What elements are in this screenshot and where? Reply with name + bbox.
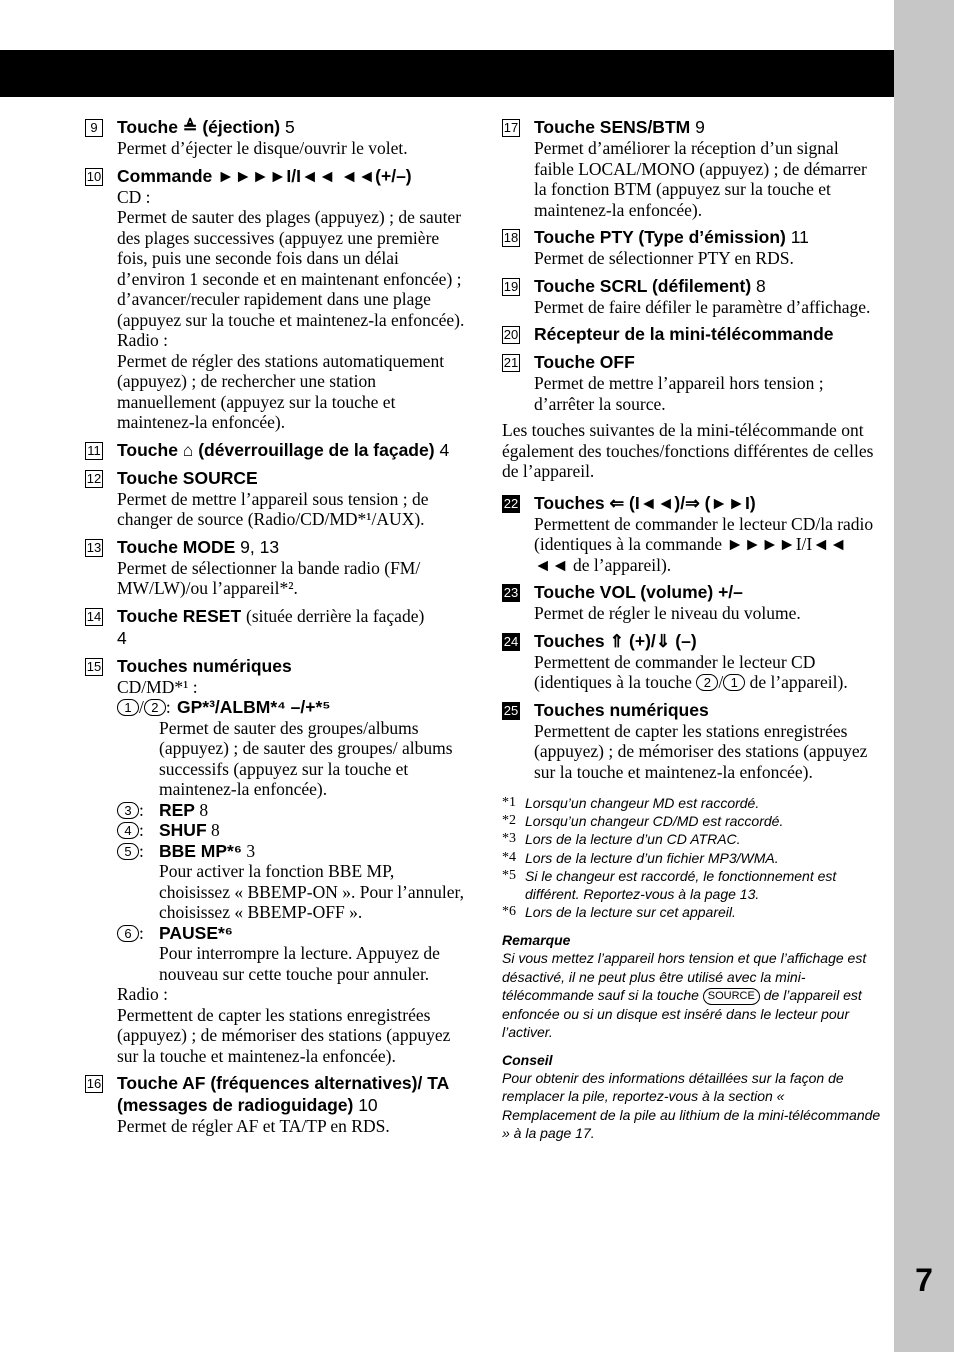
item-number: 17 xyxy=(503,120,519,135)
key-2-icon: 2 xyxy=(144,699,166,716)
item-number: 22 xyxy=(503,495,519,511)
item-13 xyxy=(85,536,465,599)
key-1-icon: 1 xyxy=(723,674,745,691)
item-text-cd: Permet de sauter des plages (appuyez) ; de sauter des plages successives (appuyez une première fois, puis une seconde fois dans un délai d’environ 1 seconde et en maintenant enfoncée) ; d’avancer/reculer rapidement dans une plage (appuyez sur la touche et maintenez-la enfoncée). xyxy=(117,207,465,330)
item-number: 24 xyxy=(503,633,519,649)
item-number: 19 xyxy=(503,278,519,294)
right-column xyxy=(502,116,882,1142)
item-24 xyxy=(502,630,882,693)
sub-text: Pour interrompre la lecture. Appuyez de nouveau sur cette touche pour annuler. xyxy=(159,943,440,984)
radio-label: Radio : xyxy=(117,984,169,1004)
item-title: Touche VOL (volume) +/– xyxy=(534,582,743,602)
item-18 xyxy=(502,226,882,269)
item-title: Touche SENS/BTM 9 xyxy=(534,117,705,137)
item-number: 14 xyxy=(86,608,102,624)
item-number: 25 xyxy=(503,702,519,718)
item-number: 9 xyxy=(85,119,103,137)
item-title: Touches numériques xyxy=(117,655,292,676)
item-number: 13 xyxy=(86,539,102,555)
item-text: Permettent de commander le lecteur CD (identiques à la touche 2 / 1 de l’appareil). xyxy=(534,651,848,692)
item-text-radio-label: Radio : xyxy=(117,330,169,350)
sub-item-3: 3 : REP 8 xyxy=(117,800,465,821)
item-10 xyxy=(85,165,465,433)
item-title: Touches ⇐ (I◄◄)/⇒ (►►I) xyxy=(534,492,756,513)
item-text: Permettent de commander le lecteur CD/la radio (identiques à la commande ►►►►I/I◄◄ ◄◄ de l’appareil). xyxy=(534,513,874,575)
key-5-icon: 5 xyxy=(117,843,139,860)
key-1-icon: 1 xyxy=(117,699,139,716)
item-title: Récepteur de la mini-télécommande xyxy=(534,324,834,344)
item-title: Touche MODE 9, 13 xyxy=(117,536,280,557)
item-title: Commande ►►►►I/I◄◄ ◄◄(+/–) xyxy=(117,165,412,186)
footnotes xyxy=(502,794,882,921)
item-number: 18 xyxy=(503,230,519,245)
sub-text: Pour activer la fonction BBE MP, choisissez « BBEMP-ON ». Pour l’annuler, choisissez « BBEMP-OFF ». xyxy=(159,861,465,922)
item-text: Permet de mettre l’appareil sous tension ; de changer de source (Radio/CD/MD*¹/AUX). xyxy=(117,488,429,529)
sub-label: BBE MP*⁶ xyxy=(159,840,242,861)
sub-label: REP xyxy=(159,799,195,820)
item-number: 15 xyxy=(86,658,102,674)
conseil-title: Conseil xyxy=(502,1052,553,1069)
item-text: Permet de régler le niveau du volume. xyxy=(534,603,801,623)
item-text: Permet de mettre l’appareil hors tension ; d’arrêter la source. xyxy=(534,373,824,414)
item-title: Touche ⌂ (déverrouillage de la façade) 4 xyxy=(117,439,450,460)
header-bar xyxy=(0,50,894,97)
key-2-icon: 2 xyxy=(696,674,718,691)
item-title: Touches ⇑ (+)/⇓ (–) xyxy=(534,630,697,651)
item-19 xyxy=(502,275,882,318)
sub-text: Permet de sauter des groupes/albums (appuyez) ; de sauter des groupes/ albums successifs (appuyez sur la touche et maintenez-la enfoncée). xyxy=(159,717,453,799)
item-text-cd-label: CD : xyxy=(117,186,151,207)
remarque-title: Remarque xyxy=(502,932,571,949)
sub-label: GP*³/ALBM*⁴ –/+*⁵ xyxy=(177,697,331,717)
item-number: 16 xyxy=(86,1076,102,1091)
item-title: Touche SCRL (défilement) 8 xyxy=(534,275,766,296)
sub-label: PAUSE*⁶ xyxy=(159,922,233,943)
sub-item-4: 4 : SHUF 8 xyxy=(117,820,465,841)
item-title: Touches numériques xyxy=(534,699,709,720)
cdmd-label: CD/MD*¹ : xyxy=(117,676,198,697)
item-title: Touche OFF xyxy=(534,352,635,372)
footnote: *6 Lors de la lecture sur cet appareil. xyxy=(502,904,736,921)
item-21 xyxy=(502,351,882,414)
remarque-text: Si vous mettez l’appareil hors tension et que l’affichage est désactivé, il ne peut plus être utilisé avec la mini-télécommande sauf si la touche SOURCE de l’appareil est enfoncée ou si un disque est inséré dans le lecteur pour l’activer. xyxy=(502,950,867,1041)
item-number: 12 xyxy=(86,470,102,486)
item-title: Touche ≜ (éjection) 5 xyxy=(117,117,295,137)
item-text: Permet de régler AF et TA/TP en RDS. xyxy=(117,1116,390,1136)
footnote: *3 Lors de la lecture d’un CD ATRAC. xyxy=(502,831,741,848)
item-15 xyxy=(85,655,465,1067)
left-column xyxy=(85,116,465,1143)
key-3-icon: 3 xyxy=(117,802,139,819)
item-17 xyxy=(502,116,882,220)
source-key-icon: SOURCE xyxy=(703,988,760,1005)
item-number: 10 xyxy=(86,168,102,184)
item-text: Permet de sélectionner PTY en RDS. xyxy=(534,248,794,268)
item-text: Permet de faire défiler le paramètre d’affichage. xyxy=(534,296,871,317)
item-9 xyxy=(85,116,465,159)
item-12 xyxy=(85,467,465,530)
conseil-text: Pour obtenir des informations détaillées sur la façon de remplacer la pile, reportez-vous à la section « Remplacement de la pile au lithium de la mini-télécommande » à la page 17. xyxy=(502,1070,881,1141)
remote-intro: Les touches suivantes de la mini-télécommande ont également des touches/fonctions différentes de celles de l’appareil. xyxy=(502,420,874,481)
sub-item-6: 6 : PAUSE*⁶ Pour interrompre la lecture. Appuyez de nouveau sur cette touche pour annuler. xyxy=(117,923,465,985)
item-number: 11 xyxy=(85,442,103,460)
item-20 xyxy=(502,323,882,345)
key-6-icon: 6 xyxy=(117,925,139,942)
item-title: Touche RESET (située derrière la façade) 4 xyxy=(117,605,425,648)
side-tab xyxy=(894,0,954,1352)
item-text: Permettent de capter les stations enregistrées (appuyez) ; de mémoriser des stations (appuyez sur la touche et maintenez-la enfoncée). xyxy=(534,720,868,782)
radio-text: Permettent de capter les stations enregistrées (appuyez) ; de mémoriser des stations (appuyez sur la touche et maintenez-la enfoncée). xyxy=(117,1004,451,1066)
item-14 xyxy=(85,605,465,649)
item-text: Permet d’éjecter le disque/ouvrir le volet. xyxy=(117,138,408,158)
item-text-radio: Permet de régler des stations automatiquement (appuyez) ; de rechercher une station manuellement (appuyez sur la touche et maintenez-la enfoncée). xyxy=(117,350,445,432)
item-text: Permet d’améliorer la réception d’un signal faible LOCAL/MONO (appuyez) ; de démarrer la fonction BTM (appuyez sur la touche et maintenez-la enfoncée). xyxy=(534,138,867,220)
item-number: 21 xyxy=(503,355,519,370)
key-4-icon: 4 xyxy=(117,822,139,839)
footnote: *5 Si le changeur est raccordé, le fonctionnement est différent. Reportez-vous à la page 13. xyxy=(502,867,837,903)
sub-item-5: 5 : BBE MP*⁶ 3 Pour activer la fonction BBE MP, choisissez « BBEMP-ON ». Pour l’annuler, choisissez « BBEMP-OFF ». xyxy=(117,841,465,923)
item-number: 23 xyxy=(503,585,519,600)
sub-item-1-2: 1 / 2 : GP*³/ALBM*⁴ –/+*⁵ Permet de sauter des groupes/albums (appuyez) ; de sauter des groupes/ albums successifs (appuyez sur la touche et maintenez-la enfoncée). xyxy=(117,697,465,800)
item-25 xyxy=(502,699,882,783)
item-22 xyxy=(502,492,882,576)
page-number: 7 xyxy=(915,1262,933,1298)
footnote: *2 Lorsqu’un changeur CD/MD est raccordé. xyxy=(502,813,784,830)
footnote: *4 Lors de la lecture d’un fichier MP3/WMA. xyxy=(502,849,779,866)
item-23 xyxy=(502,581,882,624)
item-title: Touche AF (fréquences alternatives)/ TA (messages de radioguidage) 10 xyxy=(117,1073,449,1115)
item-title: Touche PTY (Type d’émission) 11 xyxy=(534,227,809,247)
item-16 xyxy=(85,1072,465,1137)
item-11 xyxy=(85,439,465,461)
item-title: Touche SOURCE xyxy=(117,467,258,488)
sub-label: SHUF xyxy=(159,820,207,840)
footnote: *1 Lorsqu’un changeur MD est raccordé. xyxy=(502,795,760,811)
item-text: Permet de sélectionner la bande radio (FM/ MW/LW)/ou l’appareil*². xyxy=(117,557,421,598)
item-number: 20 xyxy=(503,327,519,342)
